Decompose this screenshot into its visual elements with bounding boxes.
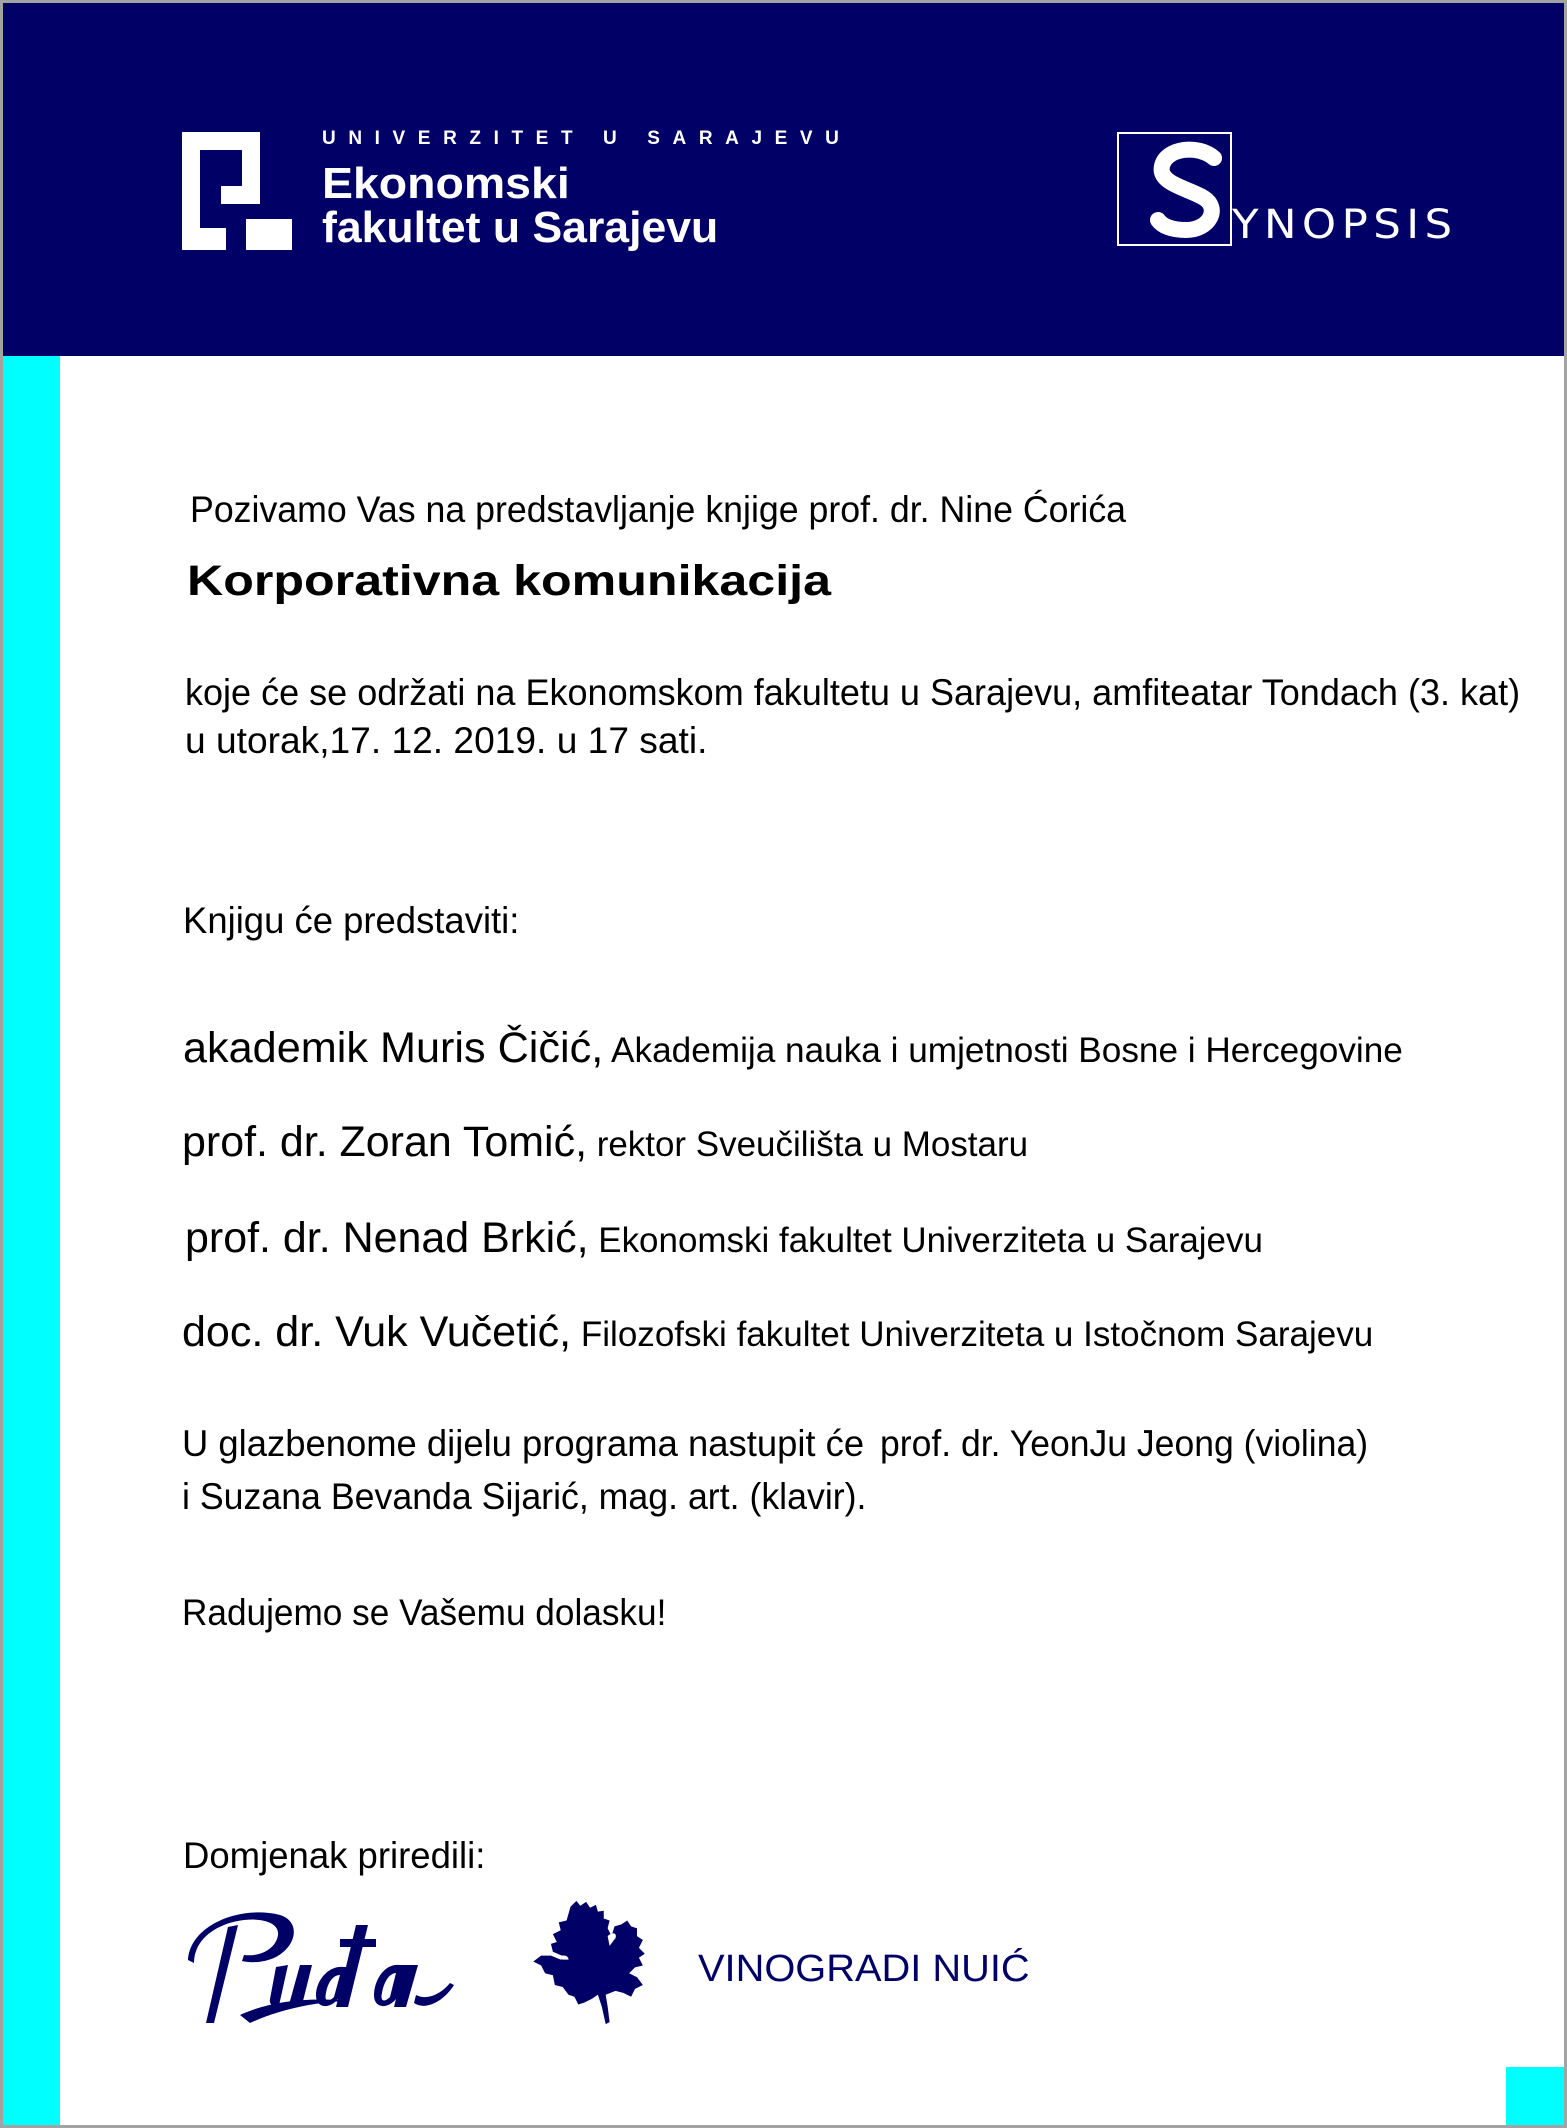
venue-line-1: koje će se održati na Ekonomskom fakultetu u Sarajevu, amfiteatar Tondach (3. kat) [185, 672, 1521, 713]
closing-text: Radujemo se Vašemu dolasku! [182, 1592, 667, 1633]
accent-bar-left [3, 356, 60, 2125]
university-name-top: UNIVERZITET U SARAJEVU [322, 128, 852, 149]
presenter-item [185, 1214, 1263, 1262]
presenter-affiliation: Filozofski fakultet Univerziteta u Istočnom Sarajevu [571, 1315, 1374, 1354]
presenter-affiliation: rektor Sveučilišta u Mostaru [587, 1125, 1029, 1164]
presenter-name: doc. dr. Vuk Vučetić, [182, 1308, 572, 1356]
invitation-intro: Pozivamo Vas na predstavljanje knjige prof. dr. Nine Ćorića [190, 489, 1127, 530]
presenter-affiliation: Ekonomski fakultet Univerziteta u Sarajevu [588, 1221, 1263, 1260]
presenter-affiliation: Akademija nauka i umjetnosti Bosne i Hercegovine [603, 1031, 1403, 1070]
university-logo-icon [182, 132, 292, 250]
presenter-name: prof. dr. Zoran Tomić, [182, 1118, 588, 1166]
puda-logo [180, 1905, 465, 2025]
presenter-item [183, 1024, 1403, 1072]
faculty-name-line1: Ekonomski [322, 159, 570, 208]
presenter-name: akademik Muris Čičić, [183, 1024, 604, 1072]
sponsors-heading: Domjenak priredili: [183, 1835, 486, 1876]
accent-square-bottom-right [1506, 2067, 1564, 2125]
vinogradi-nuic-label: VINOGRADI NUIĆ [698, 1948, 1030, 1990]
music-line-1a: U glazbenome dijelu programa nastupit će [182, 1423, 865, 1464]
publisher-logo-s-icon [1148, 140, 1226, 240]
presenters-heading: Knjigu će predstaviti: [183, 900, 520, 941]
grape-leaf-icon [522, 1897, 662, 2029]
presenter-name: prof. dr. Nenad Brkić, [185, 1214, 589, 1262]
book-title: Korporativna komunikacija [187, 557, 831, 605]
venue-line-2: u utorak,17. 12. 2019. u 17 sati. [185, 720, 708, 761]
publisher-logo-text: YNOPSIS [1232, 202, 1458, 248]
presenter-item [182, 1118, 1029, 1166]
faculty-name-line2: fakultet u Sarajevu [322, 203, 719, 252]
presenter-item [182, 1308, 1374, 1356]
music-line-2: i Suzana Bevanda Sijarić, mag. art. (klavir). [182, 1476, 867, 1517]
music-line-1b: prof. dr. YeonJu Jeong (violina) [880, 1423, 1369, 1464]
